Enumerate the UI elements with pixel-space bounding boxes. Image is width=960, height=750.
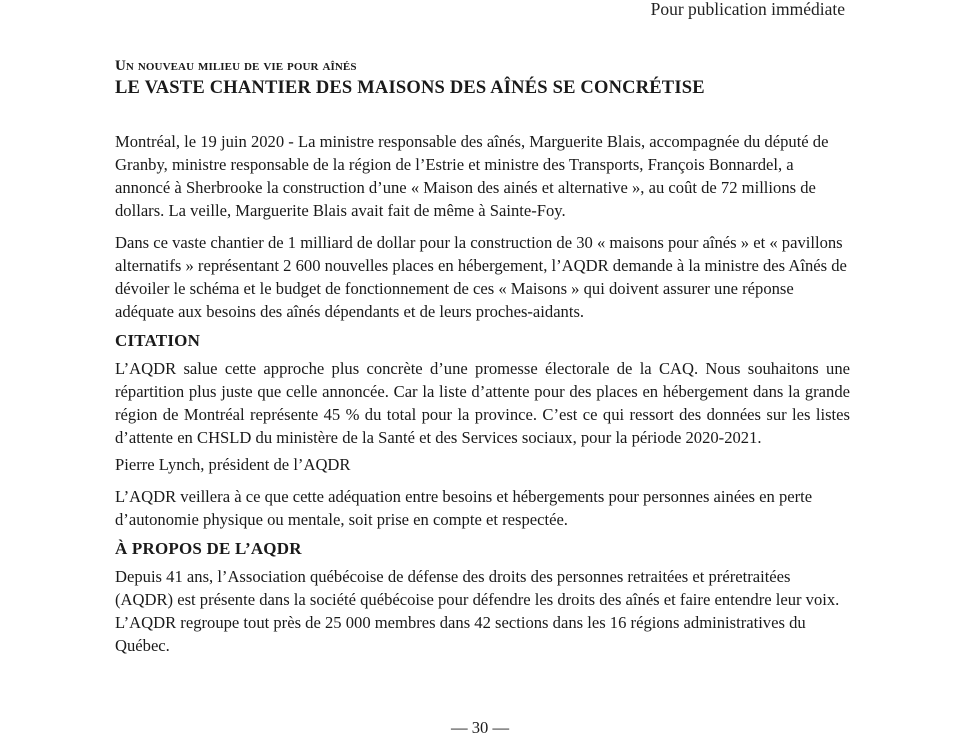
article-kicker: Un nouveau milieu de vie pour aînés	[115, 58, 357, 74]
citation-follow-up: L’AQDR veillera à ce que cette adéquation entre besoins et hébergements pour personnes ainées en perte d’autonomie physique ou mentale, soit prise en compte et respectée.	[115, 487, 813, 529]
citation-quote: L’AQDR salue cette approche plus concrète d’une promesse électorale de la CAQ. Nous souhaitons une répartition plus juste que celle annoncée. Car la liste d’attente pour des places en hébergement dans la grande région de Montréal représente 45 % du total pour la province. C’est ce qui ressort des données sur les listes d’attente en CHSLD du ministère de la Santé et des Services sociaux, pour la période 2020-2021.	[115, 359, 850, 447]
publication-notice: Pour publication immédiate	[650, 0, 845, 19]
article-title: LE VASTE CHANTIER DES MAISONS DES AÎNÉS SE CONCRÉTISE	[115, 78, 705, 98]
context-paragraph: Dans ce vaste chantier de 1 milliard de dollar pour la construction de 30 « maisons pour aînés » et « pavillons alternatifs » représentant 2 600 nouvelles places en hébergement, l’AQDR demande à la ministre des Aînés de dévoiler le schéma et le budget de fonctionnement de ces « Maisons » qui doivent assurer une réponse adéquate aux besoins des aînés dépendants et de leurs proches-aidants.	[115, 233, 847, 321]
about-paragraph: Depuis 41 ans, l’Association québécoise de défense des droits des personnes retraitées et préretraitées (AQDR) est présente dans la société québécoise pour défendre les droits des aînés et faire entendre leur voix. L’AQDR regroupe tout près de 25 000 membres dans 42 sections dans les 16 régions administratives du Québec.	[115, 567, 840, 655]
end-marker: — 30 —	[450, 718, 510, 737]
intro-paragraph: Montréal, le 19 juin 2020 - La ministre responsable des aînés, Marguerite Blais, accompagnée du député de Granby, ministre responsable de la région de l’Estrie et ministre des Transports, François Bonnardel, a annoncé à Sherbrooke la construction d’une « Maison des ainés et alternative », au coût de 72 millions de dollars. La veille, Marguerite Blais avait fait de même à Sainte-Foy.	[115, 132, 829, 220]
document-header	[636, 0, 845, 20]
citation-attribution: Pierre Lynch, président de l’AQDR	[115, 455, 351, 474]
citation-heading: CITATION	[115, 331, 201, 350]
about-heading: À PROPOS DE L’AQDR	[115, 539, 302, 558]
press-release-body	[115, 56, 850, 657]
